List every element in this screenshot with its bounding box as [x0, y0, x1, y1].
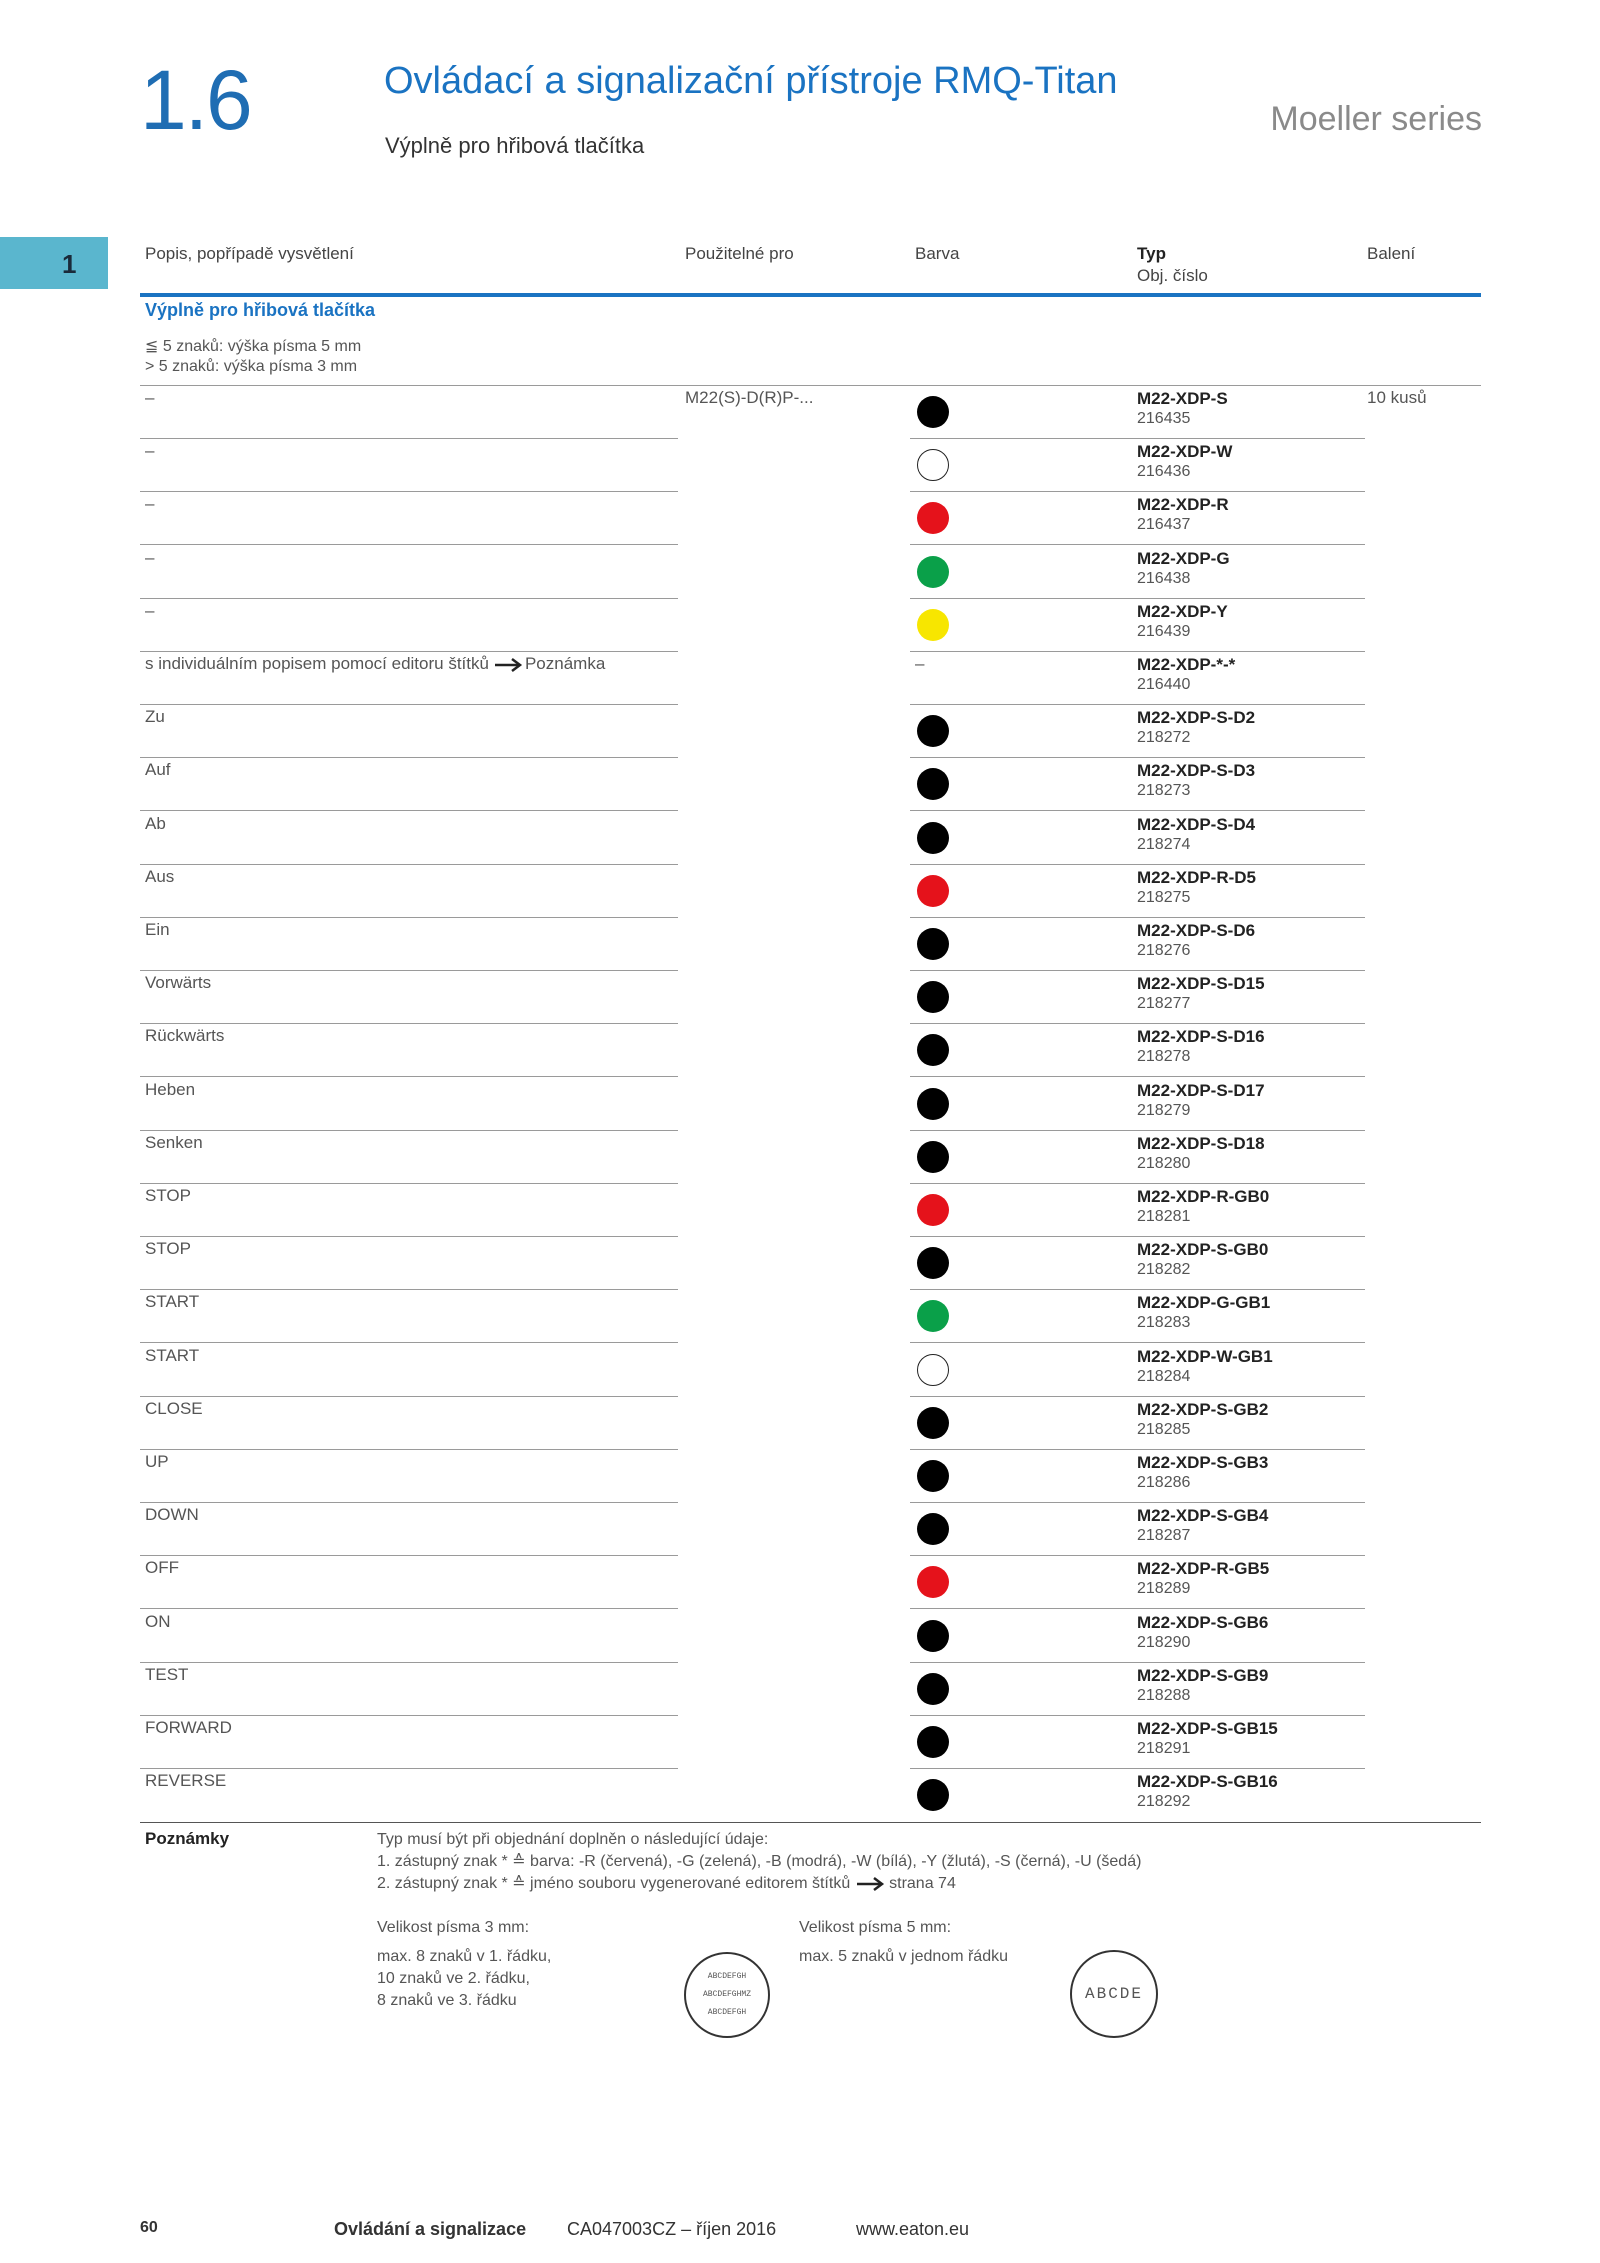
- row-description-text: –: [145, 600, 155, 620]
- table-row: [140, 1556, 1481, 1609]
- column-header-order-no: Obj. číslo: [1137, 266, 1208, 285]
- lens-text-line: ABCDEFGH: [707, 1972, 747, 1981]
- row-type: M22-XDP-S-D4: [1137, 814, 1256, 834]
- row-description-text: FORWARD: [145, 1718, 232, 1737]
- row-description-text: STOP: [145, 1186, 191, 1205]
- chapter-tab-label: 1: [62, 249, 77, 279]
- color-swatch-black: [917, 1673, 949, 1705]
- row-description-text: ON: [145, 1611, 171, 1631]
- row-type: M22-XDP-S-GB9: [1137, 1665, 1269, 1685]
- notes-label: Poznámky: [145, 1829, 230, 1848]
- footer-catalog: CA047003CZ – říjen 2016: [567, 2219, 777, 2239]
- row-description: [145, 707, 165, 727]
- row-description-text: STOP: [145, 1239, 191, 1259]
- row-description-text: Auf: [145, 760, 171, 780]
- row-order-number: 216435: [1137, 410, 1191, 427]
- row-order-number: 216440: [1137, 676, 1191, 693]
- row-description-text: UP: [145, 1452, 169, 1471]
- table-row: [140, 546, 1481, 599]
- section-title: Výplně pro hřibová tlačítka: [145, 300, 376, 320]
- row-type: M22-XDP-W: [1137, 442, 1233, 462]
- row-order-number: 218288: [1137, 1686, 1191, 1704]
- row-description: [145, 1026, 224, 1046]
- color-swatch-black: [917, 1620, 949, 1652]
- table-bottom-rule: [140, 1822, 1481, 1823]
- row-description: [145, 1718, 232, 1738]
- arrow-right-icon: [493, 658, 523, 672]
- row-description: [145, 548, 154, 568]
- color-swatch-white: [917, 1354, 949, 1386]
- color-swatch-black: [917, 768, 949, 800]
- row-description: [145, 1239, 191, 1259]
- row-description-text: Rückwärts: [145, 1026, 225, 1046]
- row-order-number: 218277: [1137, 995, 1191, 1013]
- row-order-number: 218290: [1137, 1633, 1191, 1651]
- table-row: [140, 1450, 1481, 1503]
- row-description: [145, 388, 154, 408]
- table-row: [140, 1344, 1481, 1397]
- row-packaging: 10 kusů: [1367, 388, 1427, 407]
- row-type: M22-XDP-S-D18: [1137, 1133, 1265, 1153]
- lens-example-5mm: [1070, 1950, 1158, 2038]
- header-rule: [140, 293, 1481, 297]
- color-swatch-red: [917, 502, 949, 534]
- column-header-color: Barva: [915, 244, 960, 263]
- arrow-right-icon: [855, 1877, 885, 1891]
- section-note: ≦ 5 znaků: výška písma 5 mm: [145, 338, 362, 355]
- row-type: M22-XDP-S-D3: [1137, 761, 1256, 781]
- table-row: [140, 1237, 1481, 1290]
- row-order-number: 218278: [1137, 1048, 1191, 1066]
- table-row: [140, 1503, 1481, 1556]
- lens-text-line: ABCDE: [1084, 1985, 1143, 2003]
- row-type: M22-XDP-S-GB15: [1137, 1719, 1278, 1738]
- table-row: [140, 758, 1481, 811]
- table-row: [140, 1184, 1481, 1237]
- row-description-text: –: [145, 547, 155, 567]
- row-description-text: Zu: [145, 707, 165, 727]
- notes-line: Typ musí být při objednání doplněn o následující údaje:: [377, 1831, 769, 1848]
- row-type: M22-XDP-S-GB0: [1137, 1240, 1269, 1260]
- table-row: [140, 1078, 1481, 1131]
- color-swatch-black: [917, 396, 949, 428]
- row-description: [145, 814, 166, 834]
- row-description-text: REVERSE: [145, 1771, 227, 1791]
- row-description: [145, 867, 174, 887]
- page-title: Ovládací a signalizační přístroje RMQ-Titan: [384, 60, 1118, 102]
- table-row: [140, 812, 1481, 865]
- table-row: [140, 1397, 1481, 1450]
- row-order-number: 218289: [1137, 1580, 1191, 1598]
- table-row: [140, 705, 1481, 758]
- row-order-number: 218292: [1137, 1793, 1191, 1811]
- column-header-type: Typ: [1137, 244, 1166, 263]
- row-description-text: Ab: [145, 813, 166, 833]
- row-description: [145, 1346, 199, 1366]
- row-type: M22-XDP-S-GB16: [1137, 1772, 1278, 1792]
- row-description: [145, 1771, 226, 1791]
- row-order-number: 218282: [1137, 1261, 1191, 1279]
- color-swatch-yellow: [917, 609, 949, 641]
- row-type: M22-XDP-S: [1137, 389, 1228, 408]
- row-order-number: 218287: [1137, 1527, 1191, 1545]
- row-description: [145, 1292, 199, 1312]
- row-order-number: 218280: [1137, 1154, 1191, 1172]
- row-description-text: TEST: [145, 1664, 189, 1684]
- row-description-text: Aus: [145, 866, 175, 886]
- row-type: M22-XDP-W-GB1: [1137, 1346, 1273, 1366]
- table-row: [140, 1769, 1481, 1822]
- row-order-number: 216436: [1137, 463, 1191, 481]
- row-order-number: 218286: [1137, 1474, 1191, 1491]
- row-type: M22-XDP-G-GB1: [1137, 1293, 1271, 1313]
- row-description-text: –: [145, 388, 155, 407]
- column-header-packaging: Balení: [1367, 244, 1416, 263]
- table-row: [140, 971, 1481, 1024]
- table-row: [140, 492, 1481, 545]
- column-header-description: Popis, popřípadě vysvětlení: [145, 244, 354, 263]
- row-description-text: START: [145, 1345, 200, 1365]
- notes-page-ref[interactable]: strana 74: [889, 1875, 956, 1892]
- footer-website-link[interactable]: www.eaton.eu: [856, 2219, 970, 2239]
- color-swatch-black: [917, 1247, 949, 1279]
- row-description: [145, 1399, 203, 1419]
- row-order-number: 218279: [1137, 1101, 1191, 1119]
- color-swatch-green: [917, 1300, 949, 1332]
- row-description: [145, 441, 154, 461]
- page-subtitle: Výplně pro hřibová tlačítka: [385, 133, 645, 158]
- row-type: M22-XDP-R-GB5: [1137, 1559, 1270, 1579]
- row-description-text: START: [145, 1292, 200, 1312]
- row-type: M22-XDP-*-*: [1137, 655, 1236, 674]
- row-description-text: s individuálním popisem pomocí editoru štítků: [145, 654, 489, 673]
- row-order-number: 216437: [1137, 516, 1191, 534]
- notes-line: [377, 1873, 956, 1895]
- row-type: M22-XDP-Y: [1137, 601, 1228, 621]
- chapter-number: 1.6: [140, 53, 251, 147]
- series-label: Moeller series: [1270, 100, 1482, 138]
- row-description-text: CLOSE: [145, 1398, 203, 1418]
- color-swatch-black: [917, 1779, 949, 1811]
- row-type: M22-XDP-G: [1137, 548, 1230, 568]
- row-description-ref[interactable]: Poznámka: [524, 654, 606, 673]
- row-order-number: 216439: [1137, 622, 1191, 640]
- row-order-number: 216438: [1137, 569, 1191, 587]
- color-swatch-white: [917, 449, 949, 481]
- table-row: [140, 1716, 1481, 1769]
- chapter-tab: [0, 237, 108, 289]
- row-type: M22-XDP-S-GB6: [1137, 1612, 1269, 1632]
- color-swatch-black: [917, 1726, 949, 1758]
- notes-line: 1. zástupný znak * ≙ barva: -R (červená), -G (zelená), -B (modrá), -W (bílá), -Y (žlutá), -S (černá), -U (šedá): [377, 1853, 1142, 1870]
- row-description: [145, 601, 154, 621]
- color-swatch-black: [917, 1034, 949, 1066]
- table-row: [140, 1610, 1481, 1663]
- row-type: M22-XDP-R: [1137, 495, 1229, 515]
- row-description-text: OFF: [145, 1558, 179, 1578]
- table-row: [140, 652, 1481, 705]
- row-order-number: 218285: [1137, 1420, 1191, 1438]
- row-description-text: Heben: [145, 1079, 196, 1099]
- row-type: M22-XDP-S-GB2: [1137, 1399, 1269, 1419]
- row-order-number: 218273: [1137, 782, 1191, 800]
- table-row: [140, 1663, 1481, 1716]
- font-3mm-title: Velikost písma 3 mm:: [377, 1919, 530, 1936]
- row-description-text: Vorwärts: [145, 973, 212, 993]
- row-description: [145, 494, 154, 514]
- row-type: M22-XDP-S-GB4: [1137, 1506, 1269, 1526]
- row-type: M22-XDP-R-GB0: [1137, 1187, 1270, 1206]
- color-swatch-black: [917, 1407, 949, 1439]
- font-3mm-line: 8 znaků ve 3. řádku: [377, 1992, 517, 2009]
- font-5mm-title: Velikost písma 5 mm:: [799, 1919, 952, 1936]
- row-description: [145, 654, 605, 674]
- table-row: [140, 599, 1481, 652]
- row-description: [145, 1558, 179, 1578]
- color-swatch-green: [917, 556, 949, 588]
- page-number: 60: [140, 2219, 158, 2236]
- table-row: [140, 439, 1481, 492]
- color-swatch-red: [917, 1566, 949, 1598]
- row-type: M22-XDP-R-D5: [1137, 867, 1257, 887]
- row-order-number: 218274: [1137, 835, 1191, 853]
- table-row: [140, 1290, 1481, 1343]
- lens-text-line: ABCDEFGHMZ: [702, 1990, 751, 1999]
- row-type: M22-XDP-S-D15: [1137, 974, 1265, 994]
- row-description: [145, 1452, 169, 1472]
- row-order-number: 218272: [1137, 729, 1191, 747]
- table-row: [140, 1024, 1481, 1077]
- color-swatch-red: [917, 875, 949, 907]
- row-order-number: 218283: [1137, 1314, 1191, 1332]
- row-type: M22-XDP-S-D16: [1137, 1027, 1265, 1047]
- color-swatch-black: [917, 1088, 949, 1120]
- row-order-number: 218284: [1137, 1367, 1191, 1385]
- font-5mm-line: max. 5 znaků v jednom řádku: [799, 1948, 1008, 1965]
- notes-line-text: 2. zástupný znak * ≙ jméno souboru vygenerované editorem štítků: [377, 1875, 851, 1892]
- row-type: M22-XDP-S-D17: [1137, 1080, 1265, 1100]
- column-header-usable-for: Použitelné pro: [685, 244, 794, 263]
- row-description-text: –: [145, 441, 155, 461]
- color-swatch-black: [917, 981, 949, 1013]
- row-description: [145, 1186, 191, 1206]
- lens-example-3mm: [684, 1952, 770, 2038]
- row-type: M22-XDP-S-GB3: [1137, 1453, 1269, 1472]
- row-description-text: Ein: [145, 920, 170, 939]
- row-description: [145, 1133, 203, 1153]
- row-description: [145, 1080, 195, 1100]
- color-swatch-black: [917, 1141, 949, 1173]
- font-3mm-line: max. 8 znaků v 1. řádku,: [377, 1948, 552, 1965]
- color-swatch-red: [917, 1194, 949, 1226]
- color-swatch-black: [917, 928, 949, 960]
- table-row: [140, 865, 1481, 918]
- row-description: [145, 760, 171, 780]
- row-description-text: Senken: [145, 1132, 203, 1152]
- section-note: > 5 znaků: výška písma 3 mm: [145, 358, 358, 375]
- row-description: [145, 973, 211, 993]
- row-order-number: 218281: [1137, 1208, 1191, 1225]
- footer-section: Ovládání a signalizace: [334, 2219, 527, 2239]
- row-description-text: DOWN: [145, 1505, 199, 1525]
- row-description: [145, 1665, 188, 1685]
- row-usable-for: M22(S)-D(R)P-...: [685, 388, 814, 407]
- color-swatch-black: [917, 1513, 949, 1545]
- row-type: M22-XDP-S-D6: [1137, 921, 1256, 940]
- row-description: [145, 1505, 199, 1525]
- row-type: M22-XDP-S-D2: [1137, 708, 1256, 728]
- row-description: [145, 920, 170, 940]
- row-description-text: –: [145, 494, 155, 514]
- row-order-number: 218276: [1137, 942, 1191, 959]
- table-row: [140, 1131, 1481, 1184]
- row-order-number: 218275: [1137, 888, 1191, 906]
- color-swatch-black: [917, 822, 949, 854]
- color-swatch-black: [917, 715, 949, 747]
- table-row: [140, 386, 1481, 439]
- color-swatch-black: [917, 1460, 949, 1492]
- font-3mm-line: 10 znaků ve 2. řádku,: [377, 1970, 530, 1987]
- lens-text-line: ABCDEFGH: [707, 2008, 747, 2017]
- row-order-number: 218291: [1137, 1740, 1191, 1757]
- row-color-text: –: [915, 654, 925, 673]
- table-row: [140, 918, 1481, 971]
- row-description: [145, 1612, 171, 1632]
